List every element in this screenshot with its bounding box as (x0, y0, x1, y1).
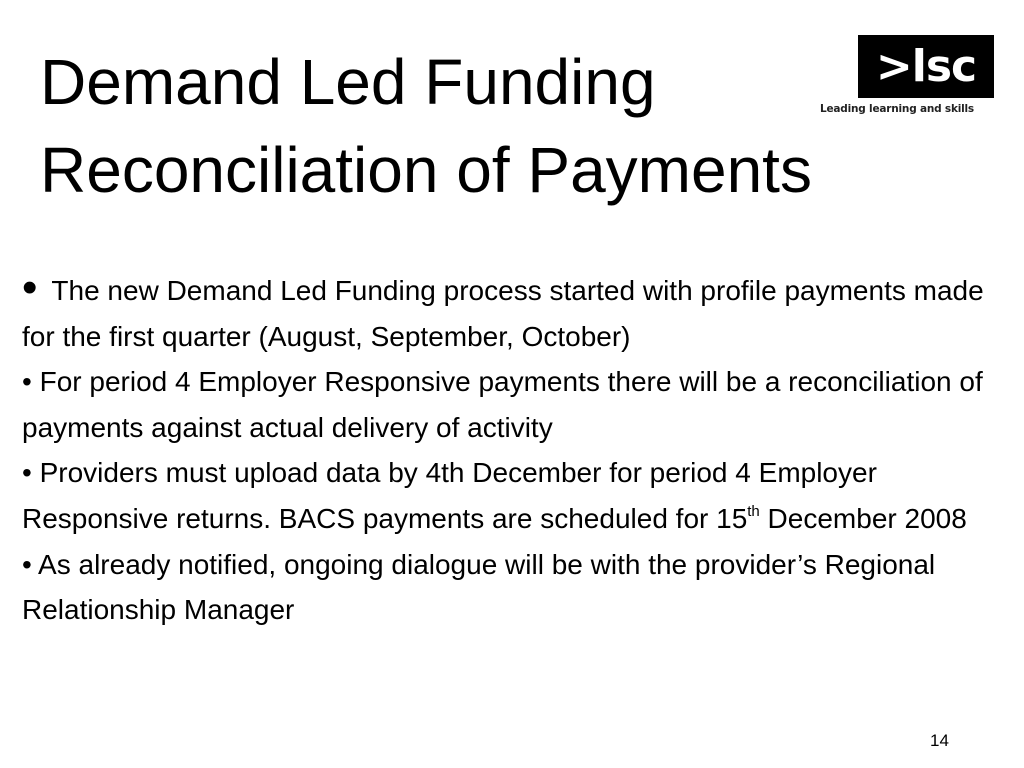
bullet-item (22, 263, 1007, 359)
bullet-item (22, 542, 1007, 633)
page-number: 14 (930, 731, 949, 750)
slide-title (40, 38, 812, 214)
bullet-item (22, 359, 1007, 450)
ordinal-superscript: th (747, 502, 760, 520)
lsc-logo-mark: >lsc (858, 35, 994, 98)
bullet-marker: • (22, 457, 32, 489)
bullet-text: For period 4 Employer Responsive payments there will be a reconciliation of payments against actual delivery of activity (22, 366, 983, 443)
bullet-marker: • (22, 548, 32, 580)
bullet-text: As already notified, ongoing dialogue will be with the provider’s Regional Relationship Manager (22, 548, 936, 626)
bullet-item (22, 450, 1007, 541)
bullet-text: The new Demand Led Funding process started with profile payments made for the first quarter (August, September, October) (22, 275, 984, 352)
lsc-logo (818, 35, 998, 117)
bullet-text-continued: December 2008 (759, 502, 967, 534)
bullet-marker: • (22, 263, 38, 312)
bullet-list (22, 263, 1007, 633)
bullet-text: Providers must upload data by 4th December for period 4 Employer Responsive returns. BACS payments are scheduled for 15 (22, 457, 877, 534)
slide-title-line-1: Demand Led Funding (40, 46, 656, 118)
slide-title-line-2: Reconciliation of Payments (40, 134, 812, 206)
bullet-marker: • (22, 366, 32, 398)
lsc-logo-tagline: Leading learning and skills (820, 103, 974, 115)
